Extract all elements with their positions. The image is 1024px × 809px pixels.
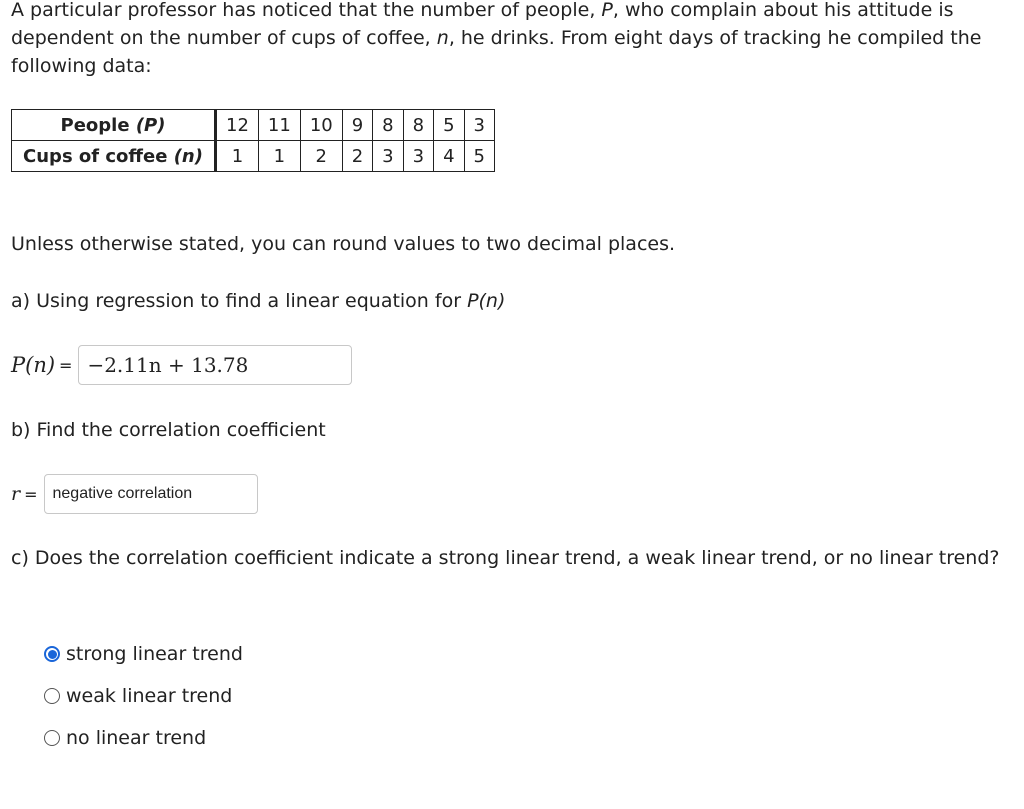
option-label: no linear trend	[66, 727, 207, 749]
part-c-question: c) Does the correlation coefficient indicate a strong linear trend, a weak linear trend, or no linear trend?	[11, 547, 1000, 569]
cups-cell: 2	[342, 141, 372, 172]
radio-unselected-icon[interactable]	[44, 730, 60, 746]
option-label: weak linear trend	[66, 685, 233, 707]
people-cell: 8	[373, 110, 403, 141]
radio-selected-icon[interactable]	[44, 646, 60, 662]
part-a-question: a) Using regression to find a linear equation for P(n)	[11, 290, 506, 312]
problem-intro	[11, 0, 1011, 80]
intro-var-p: P	[601, 0, 613, 21]
cups-cell: 2	[300, 141, 342, 172]
rounding-note: Unless otherwise stated, you can round values to two decimal places.	[11, 233, 676, 255]
linear-equation-input[interactable]	[78, 345, 352, 385]
cups-cell: 5	[464, 141, 494, 172]
correlation-value: negative correlation	[52, 485, 193, 502]
cups-header: Cups of coffee (n)	[12, 141, 216, 172]
option-strong-linear-trend[interactable]	[44, 643, 243, 665]
p-of-n-label: P(n)	[11, 353, 56, 377]
cups-cell: 3	[403, 141, 433, 172]
option-no-linear-trend[interactable]	[44, 727, 206, 749]
people-cell: 12	[216, 110, 259, 141]
intro-text-2: , who complain about his attitude is dependent on the number of cups of coffee,	[11, 0, 954, 49]
equals-sign: =	[24, 484, 38, 504]
intro-text-3: , he drinks. From eight days of tracking he compiled the following data:	[11, 27, 982, 77]
people-cell: 5	[434, 110, 464, 141]
part-b-question: b) Find the correlation coefficient	[11, 419, 326, 441]
part-a-answer-row	[11, 345, 352, 385]
correlation-input[interactable]	[44, 474, 258, 514]
part-b-answer-row	[11, 474, 258, 514]
people-header: People (P)	[12, 110, 216, 141]
data-table	[11, 109, 495, 172]
cups-cell: 4	[434, 141, 464, 172]
linear-equation-value: −2.11n + 13.78	[87, 353, 249, 377]
cups-cell: 1	[258, 141, 300, 172]
intro-text-1: A particular professor has noticed that the number of people,	[11, 0, 602, 21]
people-cell: 8	[403, 110, 433, 141]
cups-cell: 3	[373, 141, 403, 172]
people-cell: 11	[258, 110, 300, 141]
intro-var-n: n	[436, 27, 449, 49]
r-label: r	[11, 483, 21, 505]
people-row	[12, 110, 495, 141]
cups-cell: 1	[216, 141, 259, 172]
cups-row	[12, 141, 495, 172]
people-cell: 10	[300, 110, 342, 141]
option-weak-linear-trend[interactable]	[44, 685, 232, 707]
equals-sign: =	[59, 355, 73, 375]
option-label: strong linear trend	[66, 643, 243, 665]
radio-unselected-icon[interactable]	[44, 688, 60, 704]
people-cell: 3	[464, 110, 494, 141]
people-cell: 9	[342, 110, 372, 141]
